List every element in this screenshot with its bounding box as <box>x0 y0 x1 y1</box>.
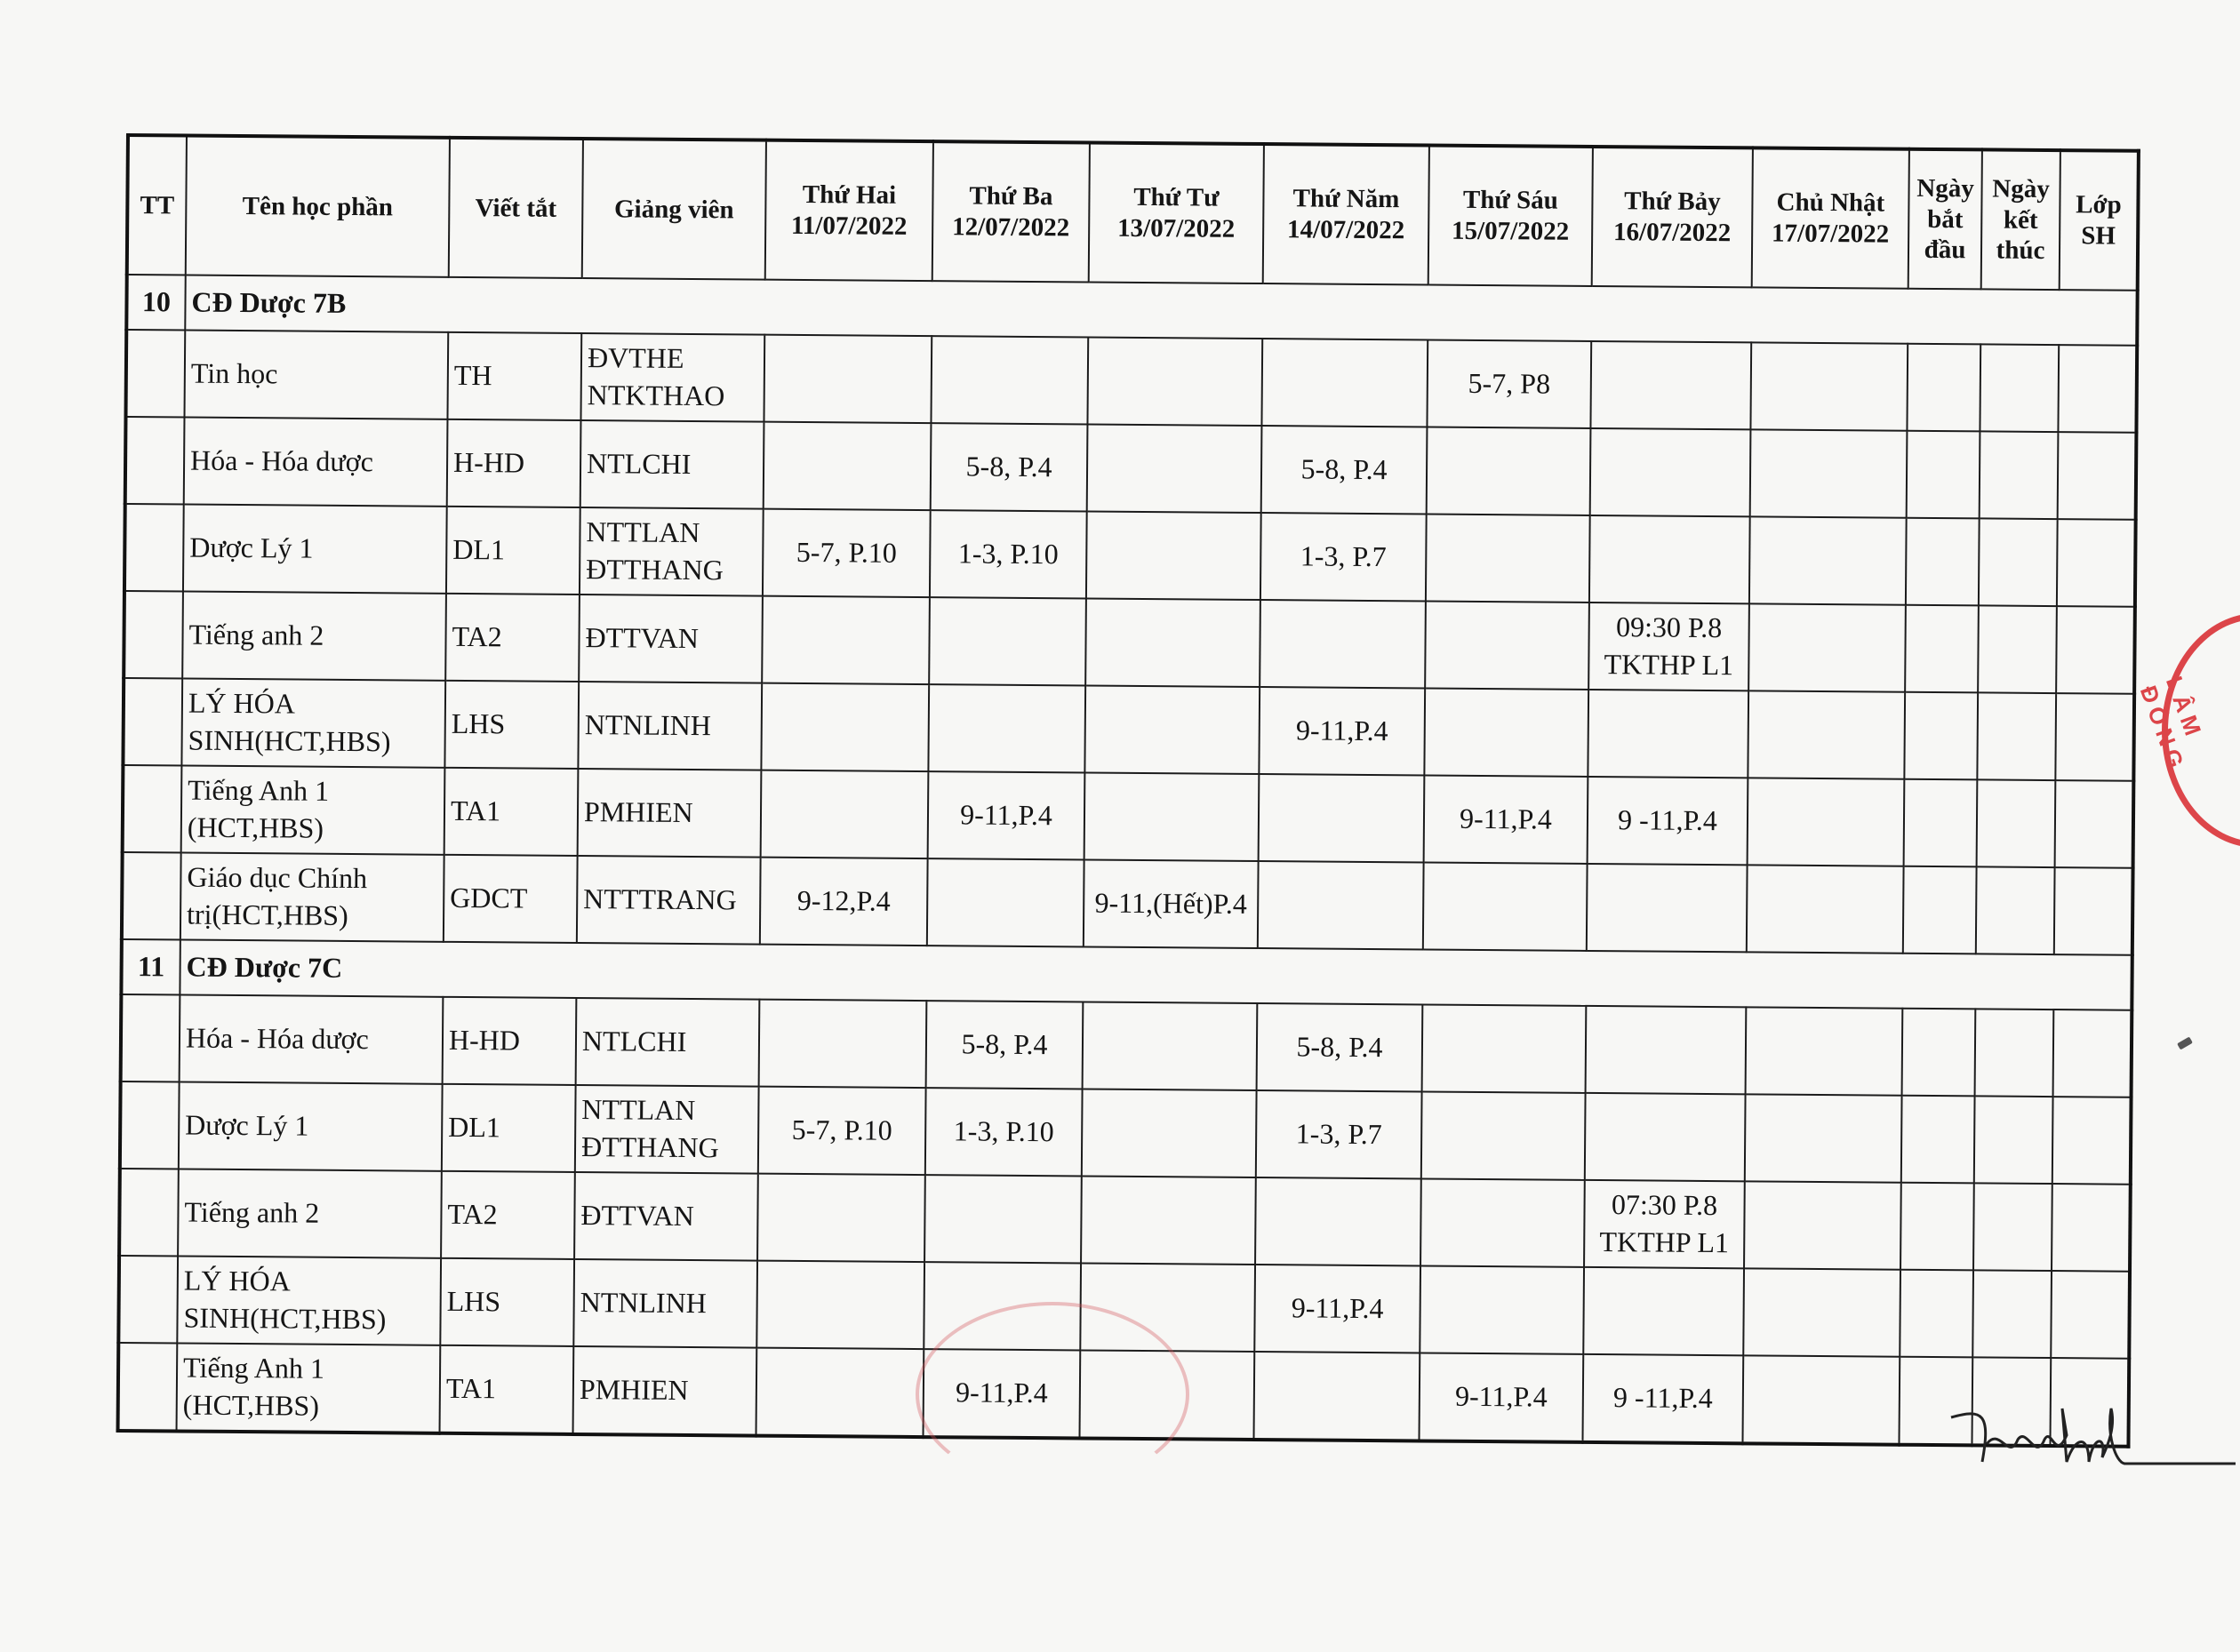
course-name-line: (HCT,HBS) <box>182 1388 320 1422</box>
schedule-cell <box>1420 1265 1584 1353</box>
schedule-cell: 9-11,P.4 <box>1254 1265 1420 1353</box>
schedule-cell <box>927 858 1084 946</box>
course-name-line: Dược Lý 1 <box>185 1108 309 1142</box>
header-class-meeting <box>2060 150 2139 291</box>
course-abbr: DL1 <box>442 1084 576 1172</box>
ink-mark <box>2177 1037 2193 1050</box>
schedule-cell <box>1744 1181 1901 1269</box>
lecturer-line: NTLCHI <box>581 1025 687 1058</box>
course-name-line: Hóa - Hóa dược <box>185 1021 369 1056</box>
header-day-wed <box>1089 143 1264 284</box>
schedule-body <box>118 275 2138 1447</box>
schedule-cell <box>762 596 930 684</box>
empty-cell <box>2053 1010 2132 1097</box>
empty-cell <box>2055 693 2134 781</box>
course-row <box>121 994 2132 1097</box>
empty-cell <box>1977 779 2056 867</box>
course-name-line: trị(HCT,HBS) <box>186 898 348 931</box>
lecturer <box>578 769 762 858</box>
schedule-cell <box>1745 1094 1902 1182</box>
tt-cell <box>125 417 185 505</box>
course-name <box>177 1343 441 1433</box>
schedule-cell <box>929 597 1086 685</box>
course-name-line: LÝ HÓA <box>183 1264 291 1297</box>
schedule-cell <box>1084 685 1260 774</box>
empty-cell <box>1900 1183 1974 1271</box>
schedule-cell: 9 -11,P.4 <box>1588 777 1748 865</box>
lecturer <box>579 595 763 683</box>
tt-cell <box>124 504 184 592</box>
course-name-line: Dược Lý 1 <box>189 531 314 564</box>
header-day-date: 17/07/2022 <box>1771 219 1890 249</box>
empty-cell <box>1980 344 2059 432</box>
course-name-line: LÝ HÓA <box>188 686 296 720</box>
course-abbr: TA1 <box>440 1345 574 1434</box>
header-start-line: đầu <box>1924 235 1966 265</box>
schedule-cell <box>1253 1352 1420 1441</box>
empty-cell <box>2054 867 2133 955</box>
schedule-table <box>116 133 2140 1448</box>
course-name <box>177 1256 441 1345</box>
schedule-cell <box>1747 865 1904 953</box>
schedule-cell <box>1424 688 1588 776</box>
course-row <box>124 504 2136 607</box>
schedule-cell: 9-11,P.4 <box>1259 687 1425 775</box>
schedule-cell <box>1427 427 1591 515</box>
empty-cell <box>1904 779 1978 867</box>
schedule-cell <box>1590 341 1751 429</box>
schedule-cell <box>1585 1093 1746 1181</box>
group-name: CĐ Dược 7C <box>180 940 2132 1010</box>
lecturer <box>577 856 761 945</box>
schedule-cell <box>1258 861 1424 949</box>
faded-seal-stamp <box>916 1302 1189 1487</box>
tt-cell <box>124 591 183 679</box>
schedule-cell <box>764 422 932 510</box>
schedule-cell <box>764 335 932 423</box>
empty-cell <box>1903 866 1977 954</box>
lecturer-line: NTLCHI <box>586 447 692 481</box>
course-name <box>184 331 448 419</box>
header-day-date: 14/07/2022 <box>1287 215 1405 245</box>
header-day-date: 16/07/2022 <box>1612 218 1732 248</box>
lecturer <box>573 1259 757 1348</box>
course-name-line: Tin học <box>190 356 278 390</box>
header-start-date <box>1908 149 1982 290</box>
header-end-line: kết <box>2003 205 2038 235</box>
empty-cell <box>1974 1096 2053 1184</box>
red-seal-stamp <box>2134 613 2240 848</box>
header-day-fri <box>1428 146 1593 286</box>
course-abbr: TA1 <box>444 768 579 856</box>
schedule-cell: 1-3, P.7 <box>1260 513 1427 601</box>
header-day-mon <box>765 140 933 281</box>
course-abbr: H-HD <box>447 419 581 507</box>
schedule-cell: 5-8, P.4 <box>1257 1003 1423 1091</box>
schedule-cell <box>1087 425 1262 514</box>
course-name <box>181 766 445 855</box>
header-day-sun <box>1752 148 1909 288</box>
schedule-cell: 1-3, P.10 <box>930 510 1087 598</box>
header-day-date: 12/07/2022 <box>952 212 1070 243</box>
schedule-cell <box>1082 1089 1257 1177</box>
empty-cell <box>1900 1270 1973 1358</box>
empty-cell <box>2058 432 2137 520</box>
empty-cell <box>2058 345 2137 433</box>
schedule-cell: 9-11,P.4 <box>924 1349 1081 1438</box>
course-name <box>180 995 444 1084</box>
header-lecturer: Giảng viên <box>582 139 766 280</box>
empty-cell <box>1975 1009 2054 1097</box>
lecturer-line: NTTTRANG <box>583 882 737 916</box>
header-day-date: 15/07/2022 <box>1451 216 1570 246</box>
schedule-cell <box>1748 603 1906 691</box>
lecturer <box>578 682 762 770</box>
schedule-cell <box>1420 1178 1585 1266</box>
empty-cell <box>1906 518 1980 606</box>
schedule-cell: 9-12,P.4 <box>760 858 928 946</box>
schedule-cell: 9-11,P.4 <box>1424 775 1588 863</box>
schedule-cell: 5-8, P.4 <box>926 1001 1084 1089</box>
schedule-cell: 5-7, P8 <box>1427 340 1591 428</box>
course-name-line: Hóa - Hóa dược <box>189 443 373 478</box>
schedule-cell <box>761 683 929 771</box>
lecturer-line: NTKTHAO <box>587 379 725 412</box>
schedule-cell <box>1087 338 1262 427</box>
tt-cell <box>119 1169 179 1257</box>
header-end-line: thúc <box>1996 235 2045 266</box>
schedule-cell <box>1425 601 1589 689</box>
course-abbr: TH <box>447 332 581 420</box>
schedule-cell <box>761 770 929 858</box>
course-name-line: (HCT,HBS) <box>187 810 324 844</box>
schedule-cell <box>1589 515 1750 603</box>
lecturer <box>576 998 760 1087</box>
group-number: 11 <box>121 939 180 995</box>
course-name <box>182 592 446 681</box>
header-day-name: Thứ Năm <box>1292 184 1400 214</box>
lecturer-line: NTNLINH <box>584 708 712 742</box>
schedule-cell: 1-3, P.7 <box>1256 1090 1422 1178</box>
empty-cell <box>1901 1096 1975 1184</box>
empty-cell <box>1972 1270 2052 1358</box>
schedule-cell <box>1081 1176 1256 1265</box>
course-abbr: GDCT <box>444 855 578 943</box>
schedule-cell: 5-7, P.10 <box>758 1087 926 1175</box>
header-day-sat <box>1592 147 1753 287</box>
lecturer-line: ĐTTHANG <box>586 553 724 587</box>
header-class-line: SH <box>2081 221 2116 251</box>
schedule-cell <box>1423 862 1588 950</box>
schedule-cell <box>1742 1355 1900 1444</box>
schedule-cell: 9-11,(Hết)P.4 <box>1084 859 1259 948</box>
tt-cell <box>123 765 182 853</box>
lecturer-line: ĐTTVAN <box>580 1199 694 1233</box>
tt-cell <box>122 852 181 940</box>
course-name <box>183 505 447 594</box>
course-name-line: SINH(HCT,HBS) <box>188 723 391 758</box>
schedule-cell <box>757 1174 925 1262</box>
lecturer <box>574 1172 758 1261</box>
course-row <box>122 852 2133 955</box>
course-abbr: TA2 <box>441 1171 575 1259</box>
course-name-line: Tiếng Anh 1 <box>188 773 330 808</box>
schedule-cell <box>1422 1004 1587 1092</box>
schedule-cell <box>756 1348 924 1437</box>
course-name <box>178 1169 442 1257</box>
empty-cell <box>1980 431 2059 519</box>
schedule-cell <box>1587 864 1748 952</box>
stamp-text: LÂM ĐỒNG <box>2134 673 2209 777</box>
course-abbr: DL1 <box>446 507 580 595</box>
schedule-cell: 9 -11,P.4 <box>1582 1354 1743 1443</box>
empty-cell <box>2055 780 2134 868</box>
schedule-cell <box>1086 512 1261 601</box>
empty-cell <box>2051 1271 2130 1359</box>
course-row <box>123 678 2134 781</box>
schedule-cell <box>1426 515 1590 603</box>
empty-cell <box>1977 692 2056 780</box>
lecturer <box>575 1085 759 1174</box>
lecturer <box>580 507 764 596</box>
header-day-name: Thứ Tư <box>1133 183 1220 212</box>
schedule-cell <box>931 336 1088 424</box>
course-abbr: H-HD <box>443 997 577 1085</box>
group-name: CĐ Dược 7B <box>185 275 2137 346</box>
course-abbr: TA2 <box>445 594 580 682</box>
schedule-cell <box>1583 1267 1744 1355</box>
tt-cell <box>118 1256 178 1344</box>
empty-cell <box>1979 518 2058 606</box>
course-name-line: Giáo dục Chính <box>187 860 368 895</box>
course-row <box>125 417 2137 520</box>
lecturer-line: NTTLAN <box>581 1093 696 1127</box>
schedule-cell: 09:30 P.8 TKTHP L1 <box>1588 603 1749 690</box>
empty-cell <box>1904 692 1978 780</box>
lecturer-line: ĐTTHANG <box>580 1130 719 1164</box>
schedule-cell <box>1260 600 1426 688</box>
course-row <box>124 591 2135 694</box>
lecturer-line: ĐTTVAN <box>585 621 700 655</box>
header-day-name: Thứ Hai <box>802 180 897 211</box>
course-name-line: Tiếng Anh 1 <box>182 1351 325 1385</box>
header-day-name: Thứ Bảy <box>1624 187 1721 217</box>
schedule-cell: 5-8, P.4 <box>1261 426 1428 514</box>
schedule-sheet <box>116 133 2137 1448</box>
header-start-line: bắt <box>1927 204 1964 234</box>
lecturer-line: PMHIEN <box>579 1373 689 1407</box>
schedule-cell <box>1586 1006 1747 1094</box>
course-name-line: SINH(HCT,HBS) <box>183 1301 387 1336</box>
lecturer <box>580 420 764 509</box>
header-row <box>127 135 2139 291</box>
schedule-cell <box>759 1000 927 1088</box>
schedule-cell <box>1255 1177 1421 1265</box>
header-start-line: Ngày <box>1916 173 1974 204</box>
schedule-cell <box>1750 342 1908 430</box>
schedule-cell <box>1749 516 1907 604</box>
course-name-line: Tiếng anh 2 <box>188 618 324 651</box>
empty-cell <box>2056 606 2135 694</box>
course-name <box>181 679 445 768</box>
empty-cell <box>2052 1184 2131 1272</box>
course-row <box>123 765 2134 868</box>
lecturer <box>580 333 764 422</box>
schedule-cell: 5-8, P.4 <box>931 423 1088 511</box>
tt-cell <box>125 330 185 418</box>
schedule-cell: 9-11,P.4 <box>928 771 1085 859</box>
schedule-cell <box>1746 1007 1903 1095</box>
header-course: Tên học phần <box>186 136 450 277</box>
schedule-cell <box>928 684 1085 772</box>
header-day-tue <box>932 141 1090 282</box>
empty-cell <box>1973 1183 2052 1271</box>
empty-cell <box>1907 344 1980 432</box>
header-day-thu <box>1263 144 1429 284</box>
schedule-cell <box>1259 774 1425 862</box>
schedule-cell: 9-11,P.4 <box>1419 1353 1583 1441</box>
schedule-cell <box>756 1261 924 1349</box>
course-row <box>125 330 2137 433</box>
lecturer-line: NTTLAN <box>586 515 700 549</box>
lecturer-line: NTNLINH <box>580 1286 708 1320</box>
course-abbr: LHS <box>440 1258 574 1346</box>
course-abbr: LHS <box>444 681 579 769</box>
header-day-date: 11/07/2022 <box>790 211 908 241</box>
course-name <box>179 1082 443 1171</box>
schedule-cell <box>924 1175 1082 1263</box>
schedule-cell <box>1588 690 1748 778</box>
empty-cell <box>1905 605 1979 693</box>
empty-cell <box>1902 1009 1976 1097</box>
header-end-date <box>1981 149 2060 290</box>
schedule-cell <box>1590 428 1751 516</box>
schedule-cell <box>1750 429 1908 517</box>
empty-cell <box>1976 866 2055 954</box>
schedule-cell <box>1748 778 1905 866</box>
header-day-name: Chủ Nhật <box>1776 188 1885 218</box>
header-class-line: Lớp <box>2076 190 2122 219</box>
tt-cell <box>120 1081 180 1169</box>
header-day-name: Thứ Ba <box>969 181 1053 211</box>
course-row <box>119 1169 2131 1272</box>
group-number: 10 <box>126 275 185 331</box>
schedule-cell <box>1743 1268 1900 1356</box>
tt-cell <box>118 1343 178 1432</box>
signature-mark <box>1947 1400 2240 1471</box>
empty-cell <box>1978 605 2057 693</box>
course-row <box>120 1081 2132 1185</box>
empty-cell <box>2057 519 2136 607</box>
lecturer-line: ĐVTHE <box>587 341 684 375</box>
header-end-line: Ngày <box>1992 174 2050 204</box>
header-abbr: Viết tắt <box>449 138 583 278</box>
schedule-cell <box>1748 690 1905 778</box>
schedule-cell <box>1084 772 1260 861</box>
schedule-cell: 07:30 P.8 TKTHP L1 <box>1584 1180 1745 1268</box>
empty-cell <box>2052 1097 2132 1185</box>
tt-cell <box>123 678 182 766</box>
course-name-line: Tiếng anh 2 <box>184 1195 320 1229</box>
schedule-cell <box>1083 1002 1258 1090</box>
empty-cell <box>1907 431 1980 519</box>
lecturer <box>573 1346 757 1436</box>
schedule-cell: 5-7, P.10 <box>763 509 931 597</box>
header-day-date: 13/07/2022 <box>1117 213 1236 243</box>
course-name <box>180 853 444 942</box>
schedule-cell <box>1085 598 1260 687</box>
header-tt: TT <box>127 135 187 275</box>
schedule-cell: 1-3, P.10 <box>925 1088 1083 1176</box>
course-name <box>184 418 448 507</box>
header-day-name: Thứ Sáu <box>1462 186 1559 215</box>
schedule-cell <box>1261 339 1428 427</box>
lecturer-line: PMHIEN <box>583 795 693 829</box>
tt-cell <box>121 994 180 1082</box>
schedule-cell <box>1421 1091 1586 1179</box>
